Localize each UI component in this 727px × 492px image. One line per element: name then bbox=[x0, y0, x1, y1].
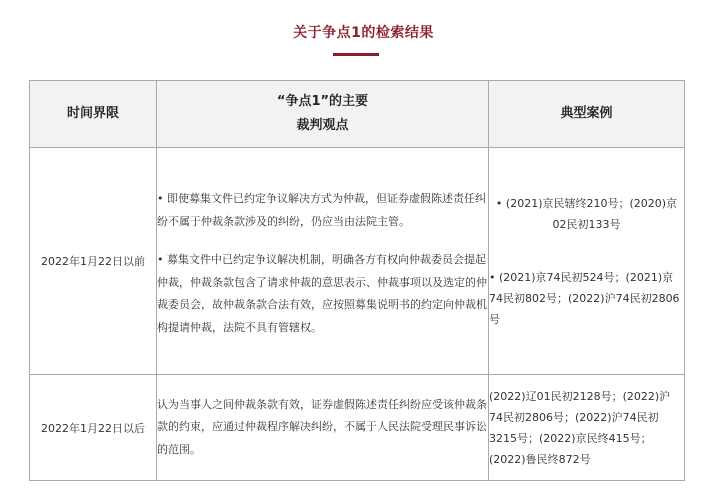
case-list: • (2021)京民辖终210号；(2020)京02民初133号 bbox=[495, 196, 678, 231]
case-list: (2022)辽01民初2128号；(2022)沪74民初2806号；(2022)沪74民初3215号；(2022)京民终415号；(2022)鲁民终872号 bbox=[489, 389, 671, 466]
view-paragraph: • 即使募集文件已约定争议解决方式为仲裁，但证券虚假陈述责任纠纷不属于仲裁条款涉及的纠纷，仍应当由法院主管。 bbox=[157, 192, 486, 228]
row-cases bbox=[489, 375, 685, 481]
table-row bbox=[30, 375, 685, 481]
row-cases bbox=[489, 148, 685, 375]
page-title: 关于争点1的检索结果 bbox=[293, 25, 434, 41]
view-paragraph: • 募集文件中已约定争议解决机制，明确各方有权向仲裁委员会提起仲裁，仲裁条款包含了请求仲裁的意思表示、仲裁事项以及选定的仲裁委员会，故仲裁条款合法有效，应按照募集说明书的约定向仲裁机构提请仲裁，法院不具有管辖权。 bbox=[157, 253, 487, 334]
row-view bbox=[157, 375, 489, 481]
header-cases: 典型案例 bbox=[489, 81, 685, 148]
title-underline bbox=[333, 53, 379, 56]
row-view bbox=[157, 148, 489, 375]
table-header-row bbox=[30, 81, 685, 148]
row-date: 2022年1月22日以前 bbox=[30, 148, 157, 375]
header-view-line1: “争点1”的主要 bbox=[276, 94, 369, 109]
header-time: 时间界限 bbox=[30, 81, 157, 148]
header-view bbox=[157, 81, 489, 148]
view-paragraph: 认为当事人之间仲裁条款有效，证券虚假陈述责任纠纷应受该仲裁条款的约束，应通过仲裁程序解决纠纷，不属于人民法院受理民事诉讼的范围。 bbox=[157, 397, 487, 456]
results-table bbox=[29, 80, 685, 481]
table-row bbox=[30, 148, 685, 375]
row-date: 2022年1月22日以后 bbox=[30, 375, 157, 481]
header-view-line2: 裁判观点 bbox=[296, 118, 349, 133]
case-list: • (2021)京74民初524号；(2021)京74民初802号；(2022)沪74民初2806号 bbox=[489, 270, 680, 326]
